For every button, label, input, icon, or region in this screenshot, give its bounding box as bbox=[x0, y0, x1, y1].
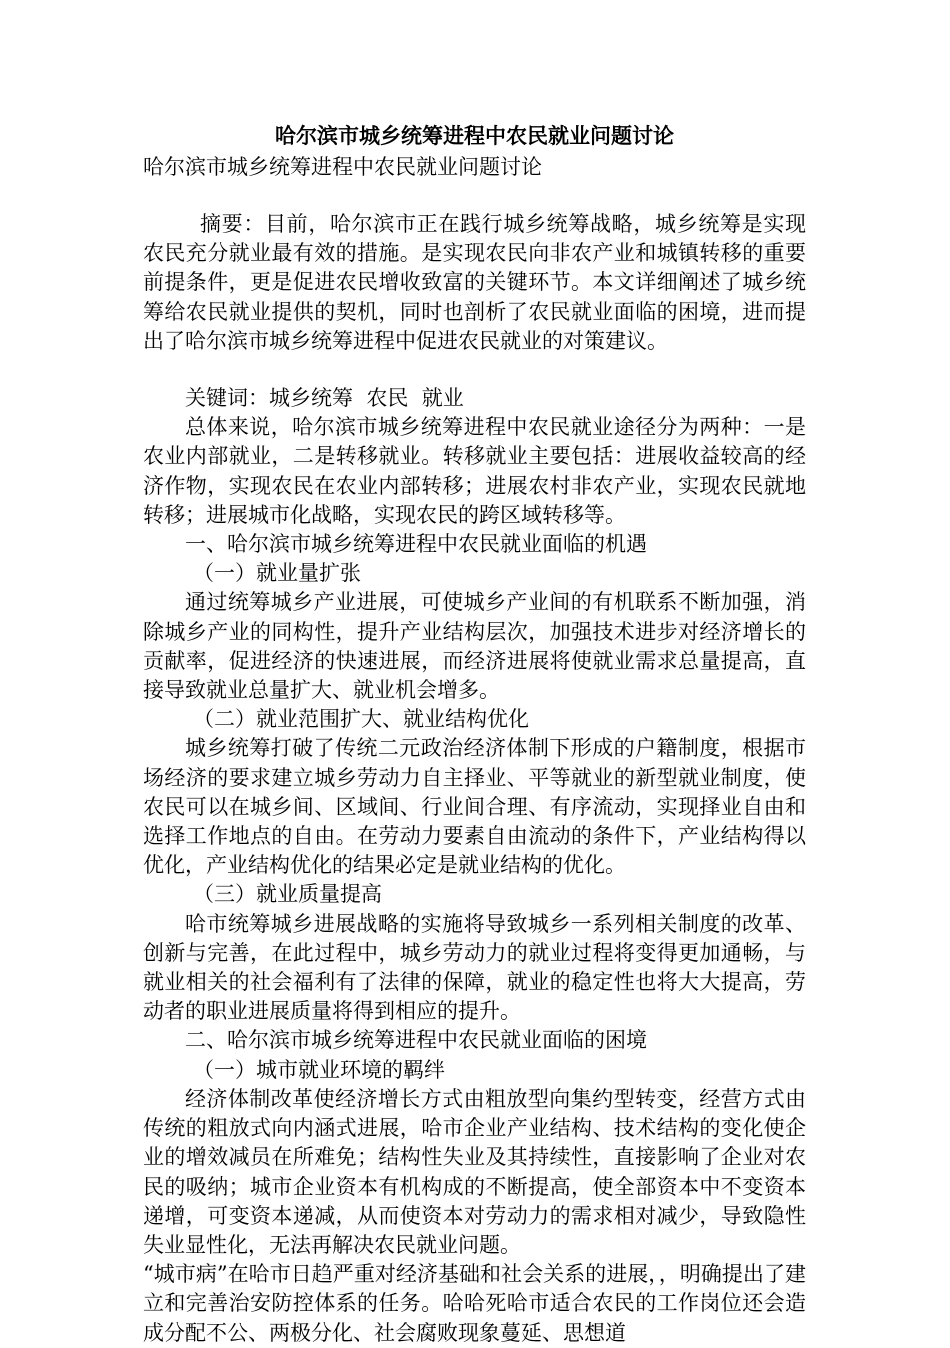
section-2-sub-1-heading: （一）城市就业环境的羁绊 bbox=[193, 1057, 445, 1082]
document-page bbox=[143, 120, 806, 1348]
section-2-sub-1-text: 经济体制改革使经济增长方式由粗放型向集约型转变，经营方式由传统的粗放式向内涵式进展，哈市企业产业结构、技术结构的变化使企业的增效减员在所难免；结构性失业及其持续性，直接影响了企业对农民的吸纳；城市企业资本有机构成的不断提高，使全部资本中不变资本递增，可变资本递减，从而使资本对劳动力的需求相对减少，导致隐性失业显性化，无法再解决农民就业问题。 bbox=[143, 1086, 806, 1257]
document-title: 哈尔滨市城乡统筹进程中农民就业问题讨论 bbox=[275, 123, 674, 148]
abstract-paragraph: 摘要：目前，哈尔滨市正在践行城乡统筹战略，城乡统筹是实现农民充分就业最有效的措施。是实现农民向非农产业和城镇转移的重要前提条件，更是促进农民增收致富的关键环节。本文详细阐述了城乡统筹给农民就业提供的契机，同时也剖析了农民就业面临的困境，进而提出了哈尔滨市城乡统筹进程中促进农民就业的对策建议。 bbox=[143, 212, 806, 353]
section-1-sub-1-heading: （一）就业量扩张 bbox=[193, 561, 361, 586]
document-subtitle: 哈尔滨市城乡统筹进程中农民就业问题讨论 bbox=[143, 155, 542, 179]
keywords-line: 关键词：城乡统筹 农民 就业 bbox=[185, 386, 464, 411]
spacer bbox=[143, 356, 806, 384]
section-1-sub-2-text: 城乡统筹打破了传统二元政治经济体制下形成的户籍制度，根据市场经济的要求建立城乡劳动力自主择业、平等就业的新型就业制度，使农民可以在城乡间、区域间、行业间合理、有序流动，实现择业自由和选择工作地点的自由。在劳动力要素自由流动的条件下，产业结构得以优化，产业结构优化的结果必定是就业结构的优化。 bbox=[143, 736, 806, 878]
section-1-sub-3-text: 哈市统筹城乡进展战略的实施将导致城乡一系列相关制度的改革、创新与完善，在此过程中，城乡劳动力的就业过程将变得更加通畅，与就业相关的社会福利有了法律的保障，就业的稳定性也将大大提高，劳动者的职业进展质量将得到相应的提升。 bbox=[143, 911, 806, 1024]
intro-paragraph: 总体来说，哈尔滨市城乡统筹进程中农民就业途径分为两种：一是农业内部就业，二是转移就业。转移就业主要包括：进展收益较高的经济作物，实现农民在农业内部转移；进展农村非农产业，实现农民就地转移；进展城市化战略，实现农民的跨区域转移等。 bbox=[143, 415, 806, 527]
section-1-sub-3-heading: （三）就业质量提高 bbox=[193, 882, 382, 907]
section-1-sub-2-heading: （二）就业范围扩大、就业结构优化 bbox=[193, 707, 529, 732]
section-1-sub-1-text: 通过统筹城乡产业进展，可使城乡产业间的有机联系不断加强，消除城乡产业的同构性，提升产业结构层次，加强技术进步对经济增长的贡献率，促进经济的快速进展，而经济进展将使就业需求总量提高，直接导致就业总量扩大、就业机会增多。 bbox=[143, 590, 806, 703]
section-2-heading: 二、哈尔滨市城乡统筹进程中农民就业面临的困境 bbox=[185, 1028, 647, 1053]
spacer bbox=[143, 182, 806, 210]
section-2-sub-1-text-continued: “城市病”在哈市日趋严重对经济基础和社会关系的进展，，明确提出了建立和完善治安防控体系的任务。哈哈死哈市适合农民的工作岗位还会造成分配不公、两极分化、社会腐败现象蔓延、思想道 bbox=[143, 1262, 806, 1345]
section-1-heading: 一、哈尔滨市城乡统筹进程中农民就业面临的机遇 bbox=[185, 532, 647, 557]
